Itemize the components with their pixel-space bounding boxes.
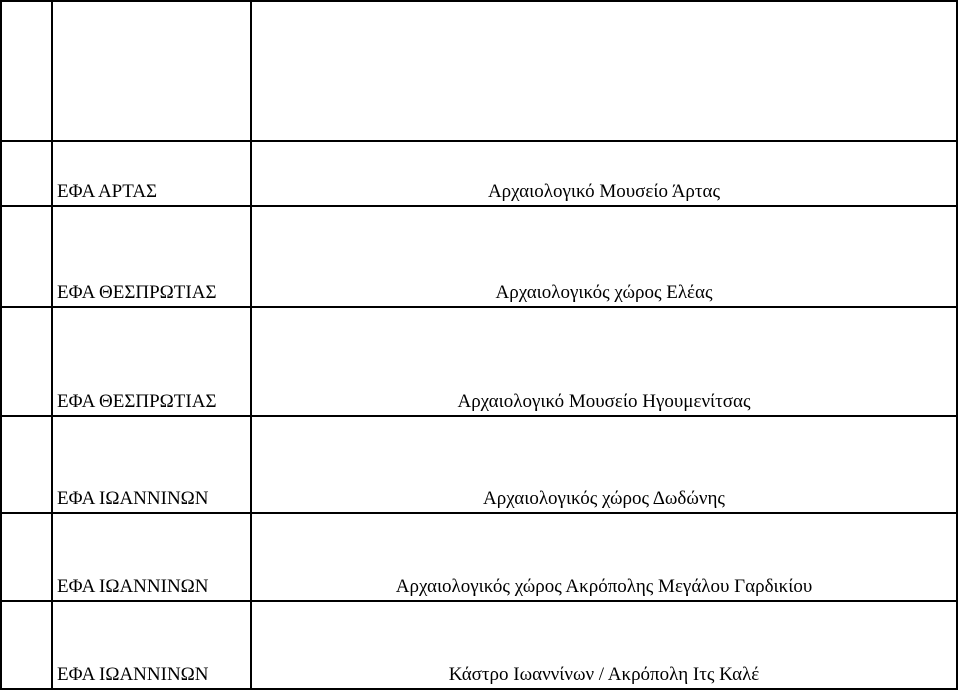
- index-cell: [1, 1, 52, 141]
- index-cell: [1, 601, 52, 689]
- region-cell: ΕΦΑ ΘΕΣΠΡΩΤΙΑΣ: [52, 307, 251, 416]
- region-cell: ΕΦΑ ΙΩΑΝΝΙΝΩΝ: [52, 513, 251, 601]
- table-row: [1, 513, 957, 601]
- index-cell: [1, 513, 52, 601]
- table-row: [1, 416, 957, 513]
- region-cell: ΕΦΑ ΘΕΣΠΡΩΤΙΑΣ: [52, 206, 251, 307]
- index-cell: [1, 416, 52, 513]
- site-cell: Αρχαιολογικό Μουσείο Άρτας: [251, 141, 957, 206]
- index-cell: [1, 206, 52, 307]
- site-cell: Αρχαιολογικός χώρος Δωδώνης: [251, 416, 957, 513]
- site-cell: Αρχαιολογικός χώρος Ακρόπολης Μεγάλου Γαρδικίου: [251, 513, 957, 601]
- site-cell: Αρχαιολογικό Μουσείο Ηγουμενίτσας: [251, 307, 957, 416]
- index-cell: [1, 141, 52, 206]
- site-cell: Κάστρο Ιωαννίνων / Ακρόπολη Ιτς Καλέ: [251, 601, 957, 689]
- region-cell: ΕΦΑ ΑΡΤΑΣ: [52, 141, 251, 206]
- site-cell: Αρχαιολογικός χώρος Ελέας: [251, 206, 957, 307]
- table-row-top-spacer: [1, 1, 957, 141]
- region-cell: ΕΦΑ ΙΩΑΝΝΙΝΩΝ: [52, 416, 251, 513]
- index-cell: [1, 307, 52, 416]
- site-cell: [251, 1, 957, 141]
- table-row: [1, 307, 957, 416]
- region-cell: [52, 1, 251, 141]
- region-cell: ΕΦΑ ΙΩΑΝΝΙΝΩΝ: [52, 601, 251, 689]
- table-row: [1, 206, 957, 307]
- table-row: [1, 601, 957, 689]
- table-row: [1, 141, 957, 206]
